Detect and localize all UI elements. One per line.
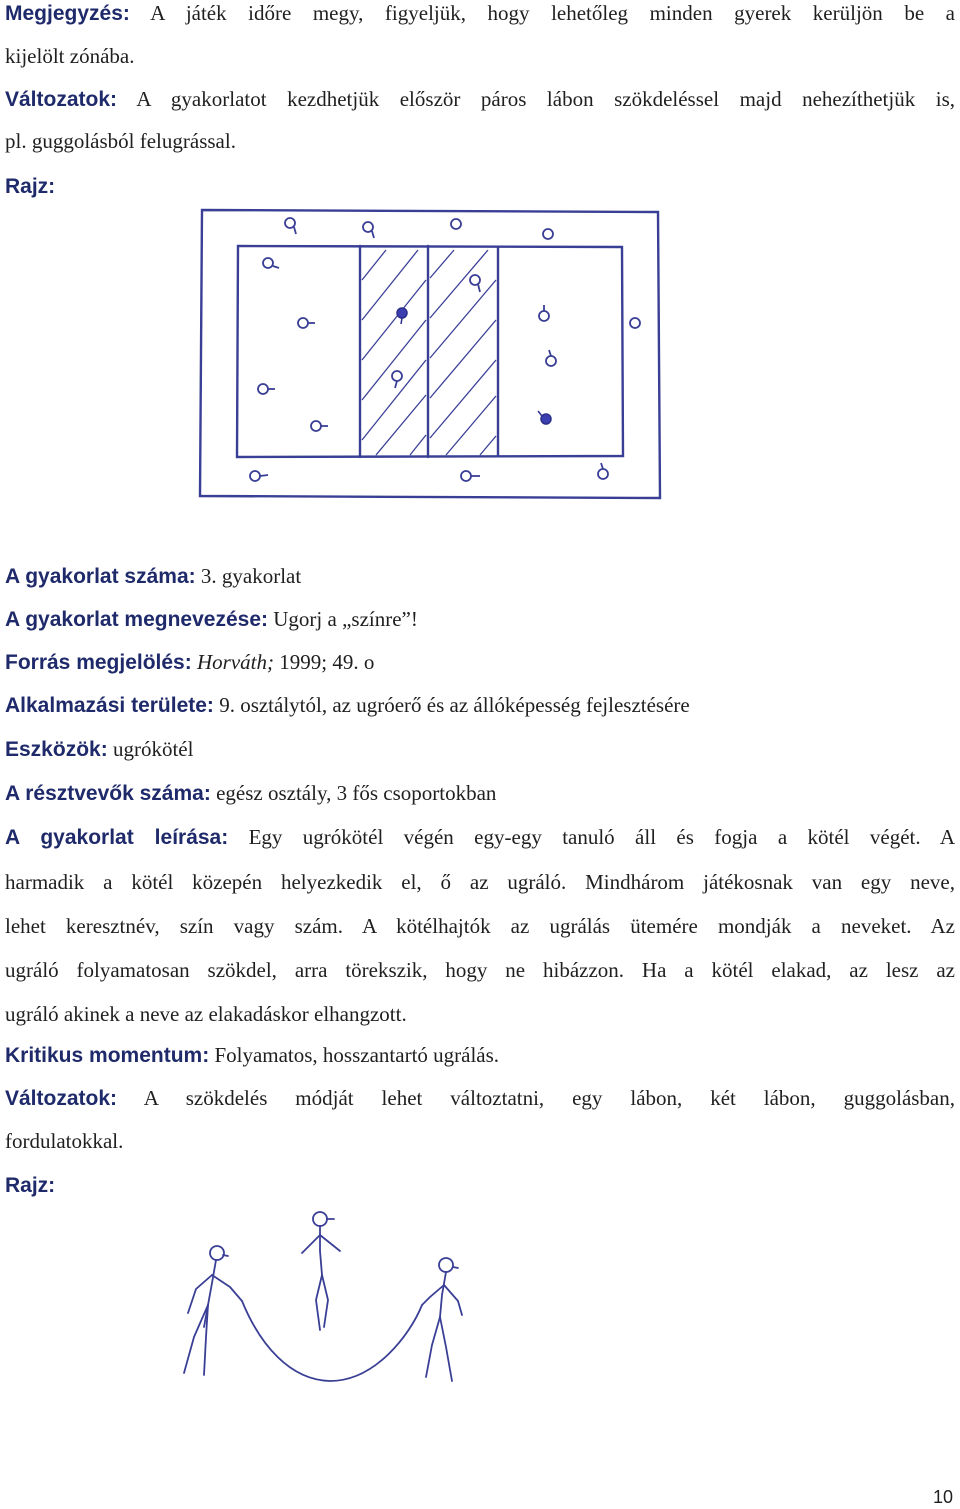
- critical-line: [5, 1042, 499, 1069]
- exercise-number-label: A gyakorlat száma:: [5, 565, 196, 588]
- player-marker: [363, 222, 374, 238]
- variants1-label: Változatok:: [5, 88, 118, 111]
- tools-value: ugrókötél: [112, 737, 194, 761]
- exercise-name-label: A gyakorlat megnevezése:: [5, 608, 269, 631]
- outer-boundary: [200, 210, 660, 498]
- player-marker: [546, 350, 556, 366]
- player-marker: [250, 471, 268, 481]
- jump-rope: [242, 1301, 422, 1381]
- source-line: [5, 649, 374, 676]
- stick-figure-right: [422, 1258, 462, 1381]
- participants-value: egész osztály, 3 fős csoportokban: [216, 781, 497, 805]
- player-marker: [539, 305, 549, 321]
- tools-line: [5, 736, 193, 763]
- variants2-row-1: [5, 1077, 955, 1120]
- area-line: [5, 692, 690, 719]
- source-author: Horváth;: [196, 650, 274, 674]
- drawing2-label: Rajz:: [5, 1174, 56, 1197]
- participants-line: [5, 780, 496, 807]
- note-text-1: A játék időre megy, figyeljük, hogy lehetőleg minden gyerek kerüljön be a: [150, 1, 955, 25]
- exercise-name-value: Ugorj a „színre”!: [273, 607, 418, 631]
- variants1-text-2: pl. guggolásból felugrással.: [5, 129, 236, 153]
- variants2-row-2: fordulatokkal.: [5, 1129, 124, 1153]
- note-text-2: kijelölt zónába.: [5, 44, 135, 68]
- player-marker: [470, 275, 480, 292]
- player-marker: [461, 471, 480, 481]
- stick-figure-left: [184, 1246, 242, 1375]
- exercise-name-line: [5, 606, 418, 633]
- player-marker-filled: [538, 411, 551, 424]
- drawing2-label-line: [5, 1172, 55, 1199]
- critical-label: Kritikus momentum:: [5, 1044, 210, 1067]
- variants1-line-2: [5, 128, 236, 154]
- tools-label: Eszközök:: [5, 738, 108, 761]
- player-marker: [258, 384, 275, 394]
- description-row-3: lehet keresztnév, szín vagy szám. A kötélhajtók az ugrálás ütemére mondják a neveket. Az: [5, 914, 955, 938]
- description-row-1: [5, 815, 955, 860]
- player-marker: [451, 219, 461, 229]
- jump-rope-drawing: [170, 1205, 470, 1455]
- participants-label: A résztvevők száma:: [5, 782, 211, 805]
- field-drawing: [190, 200, 670, 500]
- description-row-2: harmadik a kötél közepén helyezkedik el, ő az ugráló. Mindhárom játékosnak van egy neve,: [5, 870, 955, 894]
- player-marker: [543, 229, 553, 239]
- exercise-number-value: 3. gyakorlat: [200, 564, 302, 588]
- description-row-4: ugráló folyamatosan szökdel, arra törekszik, hogy ne hibázzon. Ha a kötél elakad, az lesz az: [5, 958, 955, 982]
- player-marker: [285, 218, 296, 234]
- page-number: 10: [932, 1487, 953, 1507]
- drawing1-label-line: [5, 173, 55, 200]
- description-paragraph: [5, 815, 955, 1036]
- description-row-5: ugráló akinek a neve az elakadáskor elhangzott.: [5, 1002, 407, 1026]
- note-label: Megjegyzés:: [5, 2, 130, 25]
- source-rest: 1999; 49. o: [279, 650, 375, 674]
- player-marker: [263, 258, 279, 268]
- description-text-1: Egy ugrókötél végén egy-egy tanuló áll és fogja a kötél végét. A: [248, 825, 955, 849]
- player-marker: [298, 318, 315, 328]
- source-label: Forrás megjelölés:: [5, 651, 192, 674]
- player-marker: [392, 371, 402, 388]
- exercise-number-line: [5, 563, 301, 590]
- variants2-label: Változatok:: [5, 1087, 118, 1110]
- variants1-line-1: [5, 86, 955, 113]
- note-line-1: [5, 0, 955, 27]
- area-value: 9. osztálytól, az ugróerő és az állóképesség fejlesztésére: [219, 693, 690, 717]
- drawing1-label: Rajz:: [5, 175, 56, 198]
- variants2-text-1: A szökdelés módját lehet változtatni, egy lábon, két lábon, guggolásban,: [143, 1086, 956, 1110]
- variants1-text-1: A gyakorlatot kezdhetjük először páros lábon szökdeléssel majd nehezíthetjük is,: [136, 87, 955, 111]
- critical-value: Folyamatos, hosszantartó ugrálás.: [214, 1043, 500, 1067]
- description-label: A gyakorlat leírása:: [5, 826, 229, 849]
- player-marker: [598, 463, 608, 479]
- stick-figure-jumper: [302, 1212, 340, 1330]
- note-line-2: [5, 43, 134, 69]
- area-label: Alkalmazási területe:: [5, 694, 214, 717]
- variants2-paragraph: [5, 1077, 955, 1163]
- player-marker-filled: [397, 308, 407, 324]
- player-marker: [630, 318, 640, 328]
- player-marker: [311, 421, 328, 431]
